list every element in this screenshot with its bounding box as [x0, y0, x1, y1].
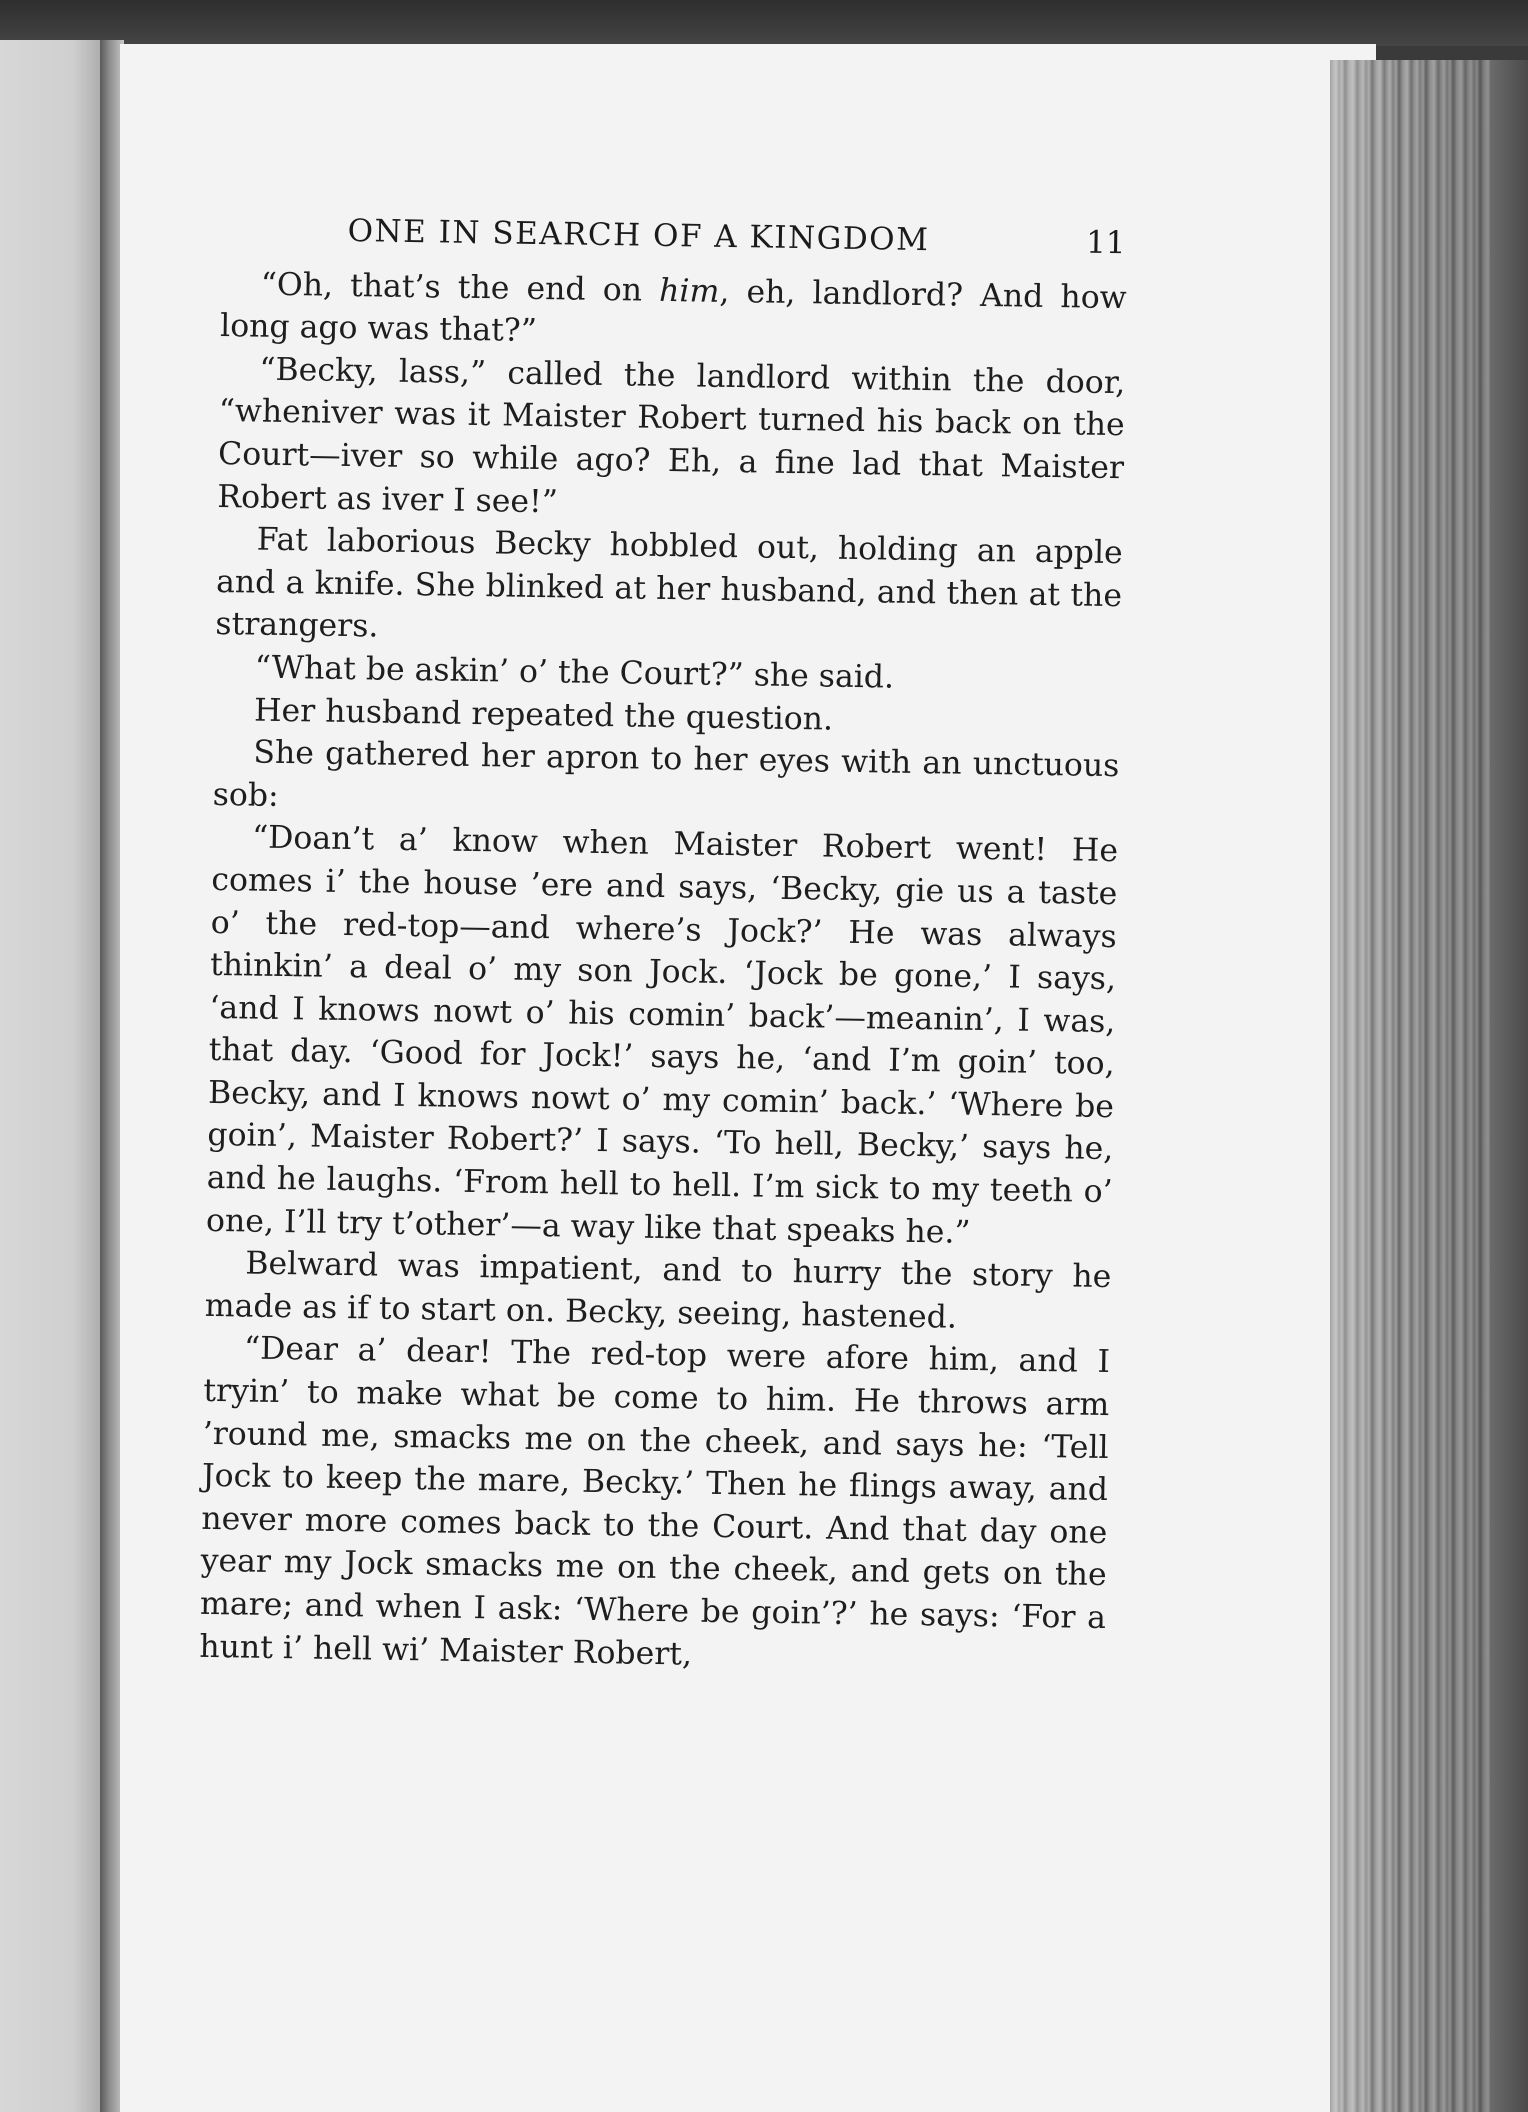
- paragraph-2: “Becky, lass,” called the landlord within the door, “wheniver was it Maister Robert turned his back on the Court—iver so while ago? Eh, a fine lad that Maister Robert as iver I see!”: [217, 351, 1126, 520]
- paragraph-1: [220, 263, 1127, 362]
- paragraph-1-text-b: , eh, landlord? And how long ago was that?”: [219, 273, 1127, 350]
- paragraph-3: Fat laborious Becky hobbled out, holding an apple and a knife. She blinked at her husband, and then at the strangers.: [215, 521, 1123, 645]
- scan-background-top: [0, 0, 1528, 46]
- text-block: [199, 208, 1128, 1682]
- facing-page-edge: [0, 40, 104, 2112]
- paragraph-1-text-a: “Oh, that’s the end on: [260, 266, 660, 309]
- paragraph-8: Belward was impatient, and to hurry the story he made as if to start on. Becky, seeing, hastened.: [204, 1245, 1112, 1336]
- paragraph-7: “Doan’t a’ know when Maister Robert went! He comes i’ the house ’ere and says, ‘Becky, gie us a taste o’ the red-top—and where’s Jock?’ He was always thinkin’ a deal o’ my son Jock. ‘Jock be gone,’ I says, ‘and I knows nowt o’ his comin’ back’—meanin’, I was, that day. ‘Good for Jock!’ says he, ‘and I’m goin’ too, Becky, and I knows nowt o’ my comin’ back.’ ‘Where be goin’, Maister Robert?’ I says. ‘To hell, Becky,’ says he, and he laughs. ‘From hell to hell. I’m sick to my teeth o’ one, I’ll try t’other’—a way like that speaks he.”: [205, 819, 1119, 1251]
- paragraph-6: She gathered her apron to her eyes with an unctuous sob:: [212, 734, 1120, 814]
- scan-background-right: [1490, 60, 1528, 2112]
- paragraph-5: Her husband repeated the question.: [253, 692, 834, 738]
- running-title: ONE IN SEARCH OF A KINGDOM: [347, 212, 930, 259]
- paragraph-4: “What be askin’ o’ the Court?” she said.: [254, 649, 895, 696]
- page-number: 11: [1085, 224, 1126, 262]
- paragraph-1-italic: him: [658, 272, 720, 310]
- paragraph-9: “Dear a’ dear! The red-top were afore him, and I tryin’ to make what be come to him. He throws arm ’round me, smacks me on the cheek, and says he: ‘Tell Jock to keep the mare, Becky.’ Then he flings away, and never more comes back to the Court. And that day one year my Jock smacks me on the cheek, and gets on the mare; and when I ask: ‘Where be goin’?’ he says: ‘For a hunt i’ hell wi’ Maister Robert,: [199, 1330, 1111, 1673]
